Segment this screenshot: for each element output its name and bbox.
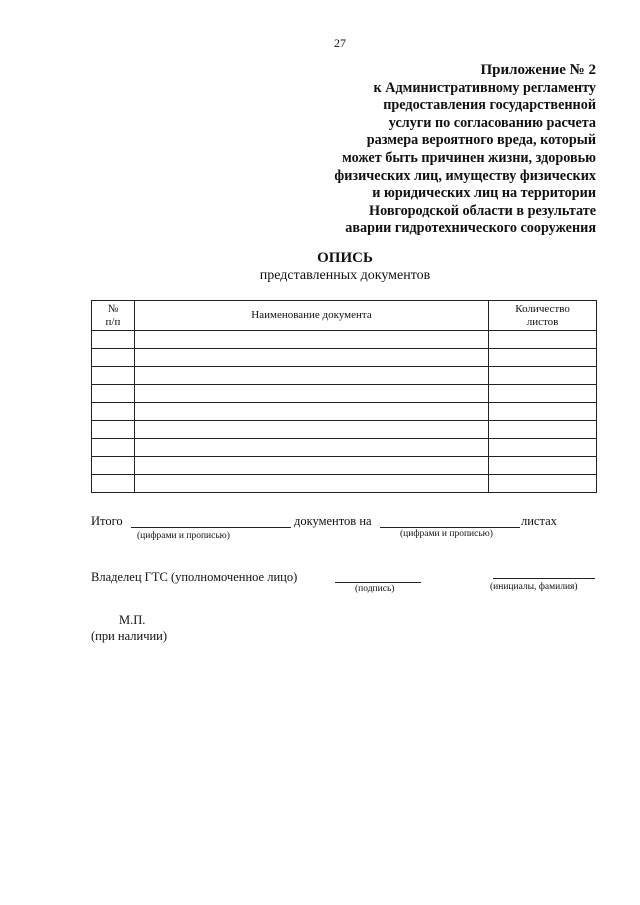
table-header-row	[92, 301, 597, 331]
document-subtitle: представленных документов	[259, 268, 431, 283]
header-number-line1: №	[107, 302, 119, 315]
appendix-line: размера вероятного вреда, который	[366, 132, 596, 149]
cell-number[interactable]	[92, 439, 135, 457]
appendix-line: аварии гидротехнического сооружения	[345, 220, 596, 237]
name-field[interactable]	[493, 570, 595, 579]
cell-document-name[interactable]	[134, 403, 488, 421]
appendix-header	[256, 62, 596, 238]
header-count-line2: листов	[526, 315, 559, 328]
cell-document-name[interactable]	[134, 349, 488, 367]
cell-document-name[interactable]	[134, 439, 488, 457]
table-row	[92, 475, 597, 493]
cell-number[interactable]	[92, 385, 135, 403]
table-row	[92, 421, 597, 439]
total-line	[91, 514, 611, 544]
cell-number[interactable]	[92, 349, 135, 367]
table-row	[92, 331, 597, 349]
header-document-name: Наименование документа	[134, 301, 488, 331]
cell-number[interactable]	[92, 421, 135, 439]
total-sheets-field[interactable]	[380, 514, 520, 528]
appendix-line: предоставления государственной	[383, 97, 596, 114]
cell-document-name[interactable]	[134, 385, 488, 403]
cell-sheet-count[interactable]	[489, 331, 597, 349]
total-sheets-hint: (цифрами и прописью)	[400, 529, 493, 539]
cell-sheet-count[interactable]	[489, 421, 597, 439]
cell-sheet-count[interactable]	[489, 367, 597, 385]
table-row	[92, 349, 597, 367]
inventory-table	[91, 300, 597, 493]
appendix-line: физических лиц, имуществу физических	[334, 167, 596, 184]
appendix-line: и юридических лиц на территории	[372, 185, 596, 202]
total-documents-hint: (цифрами и прописью)	[137, 531, 230, 541]
sheets-label: листах	[521, 514, 557, 528]
total-label: Итого	[91, 514, 123, 528]
table-row	[92, 439, 597, 457]
appendix-line: Новгородской области в результате	[369, 202, 596, 219]
table-row	[92, 457, 597, 475]
cell-number[interactable]	[92, 331, 135, 349]
cell-number[interactable]	[92, 367, 135, 385]
header-count-line1: Количество	[515, 302, 570, 315]
table-row	[92, 385, 597, 403]
cell-sheet-count[interactable]	[489, 439, 597, 457]
owner-line	[91, 570, 611, 600]
document-title: ОПИСЬ	[317, 250, 373, 266]
appendix-title: Приложение № 2	[480, 62, 596, 78]
seal-block	[91, 612, 167, 644]
cell-number[interactable]	[92, 475, 135, 493]
name-hint: (инициалы, фамилия)	[490, 582, 578, 592]
cell-number[interactable]	[92, 457, 135, 475]
header-number-line2: п/п	[105, 315, 121, 328]
cell-document-name[interactable]	[134, 367, 488, 385]
cell-document-name[interactable]	[134, 331, 488, 349]
header-number	[92, 301, 135, 331]
cell-sheet-count[interactable]	[489, 457, 597, 475]
documents-on-label: документов на	[294, 514, 372, 528]
header-sheet-count	[489, 301, 597, 331]
cell-document-name[interactable]	[134, 475, 488, 493]
signature-field[interactable]	[335, 570, 421, 583]
cell-document-name[interactable]	[134, 457, 488, 475]
cell-sheet-count[interactable]	[489, 475, 597, 493]
appendix-line: к Административному регламенту	[373, 79, 596, 96]
cell-sheet-count[interactable]	[489, 403, 597, 421]
appendix-line: услуги по согласованию расчета	[388, 114, 596, 131]
appendix-line: может быть причинен жизни, здоровью	[342, 149, 596, 166]
cell-number[interactable]	[92, 403, 135, 421]
seal-label: М.П.	[119, 613, 146, 627]
signature-hint: (подпись)	[355, 584, 395, 594]
cell-document-name[interactable]	[134, 421, 488, 439]
table-row	[92, 367, 597, 385]
table-row	[92, 403, 597, 421]
total-documents-field[interactable]	[131, 514, 291, 528]
page-number: 27	[334, 36, 346, 50]
seal-condition: (при наличии)	[91, 629, 168, 643]
cell-sheet-count[interactable]	[489, 349, 597, 367]
cell-sheet-count[interactable]	[489, 385, 597, 403]
owner-label: Владелец ГТС (уполномоченное лицо)	[91, 570, 298, 584]
